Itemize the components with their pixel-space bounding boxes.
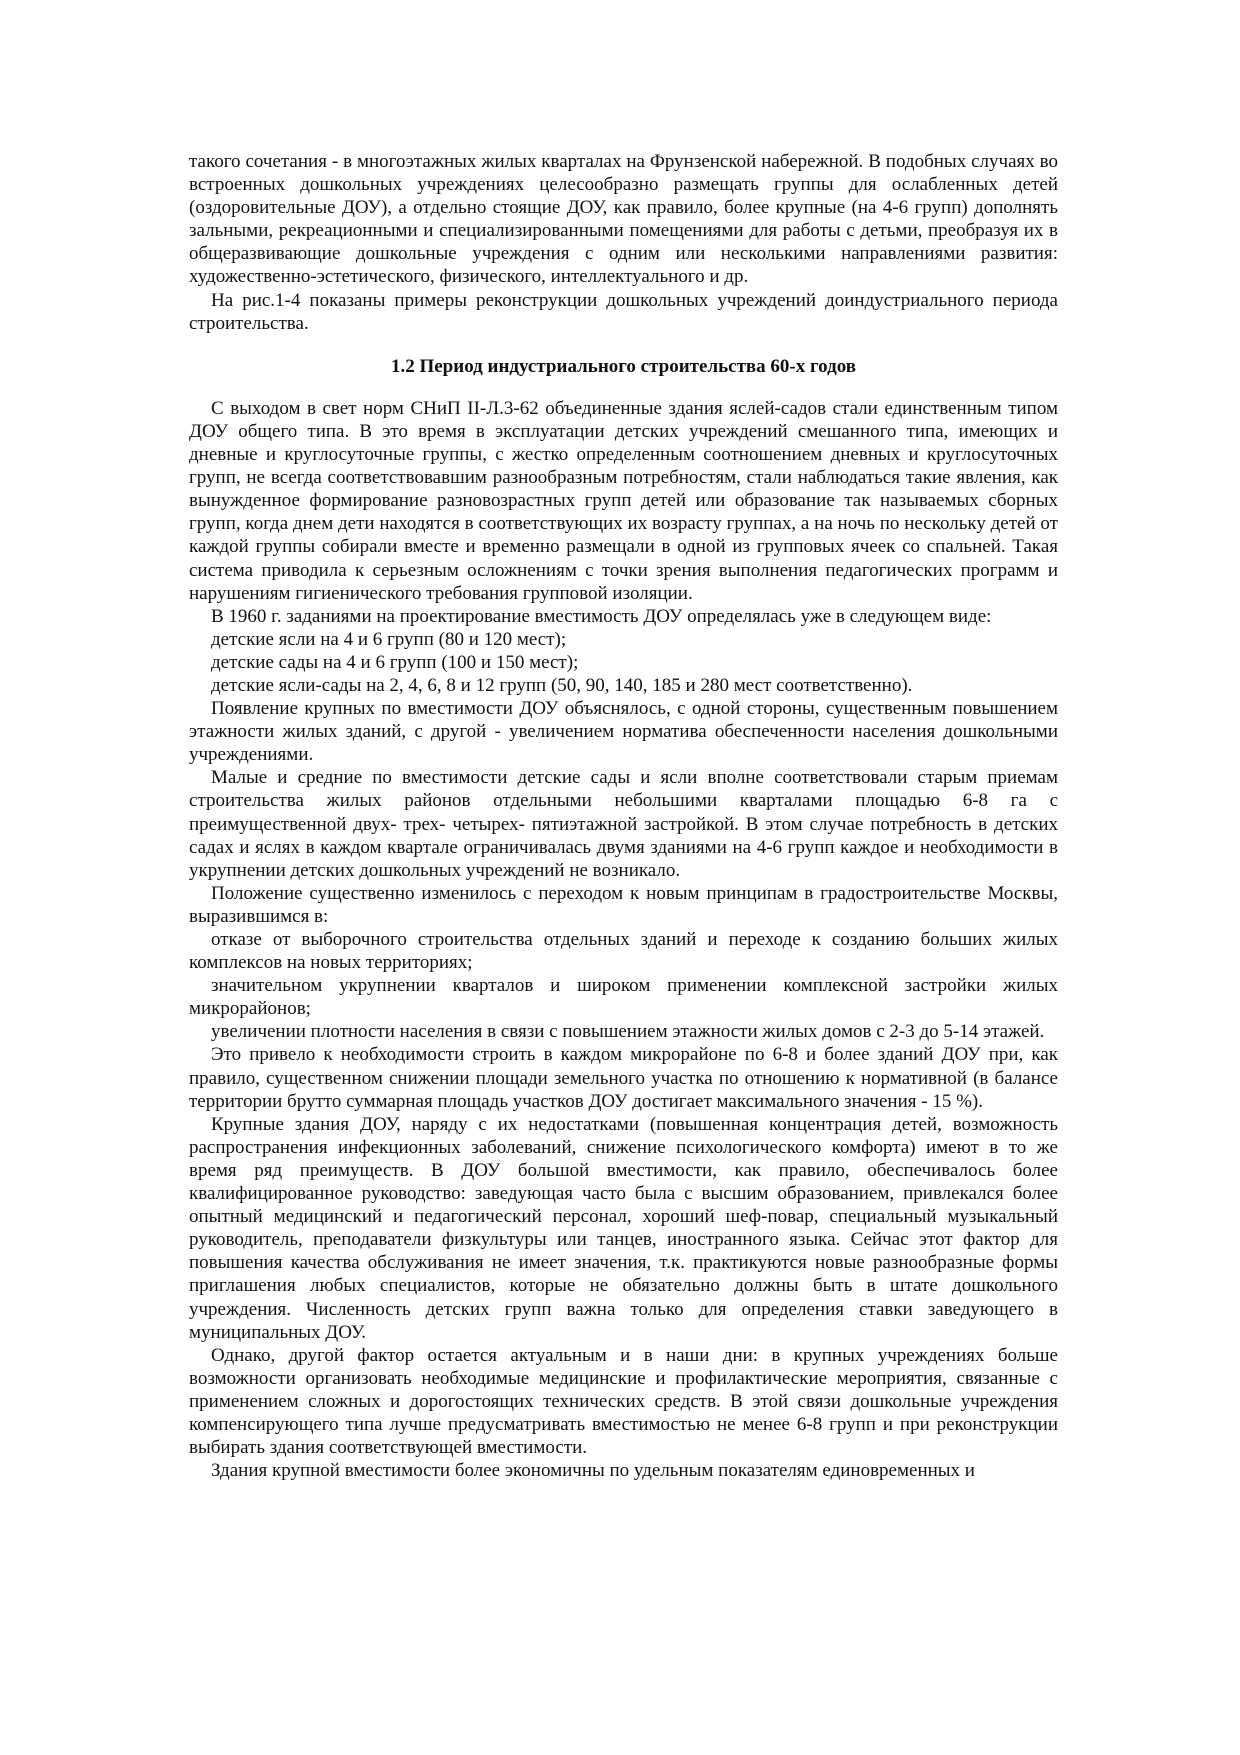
paragraph-moscow-principles: Положение существенно изменилось с переходом к новым принципам в градостроительстве Москвы, выразившимся в: (189, 882, 1058, 927)
paragraph-continuation: такого сочетания - в многоэтажных жилых кварталах на Фрунзенской набережной. В подобных случаях во встроенных дошкольных учреждениях целесообразно размещать группы для ослабленных детей (оздоровительные ДОУ), а отдельно стоящие ДОУ, как правило, более крупные (на 4-6 групп) дополнять зальными, рекреационными и специализированными помещениями для работы с детьми, преобразуя их в общеразвивающие дошкольные учреждения с одним или несколькими направлениями развития: художественно-эстетического, физического, интеллектуального и др. (189, 151, 1058, 288)
paragraph-small-medium: Малые и средние по вместимости детские сады и ясли вполне соответствовали старым приемам строительства жилых районов отдельными небольшими кварталами площадью 6-8 га с преимущественной двух- трех- четырех- пятиэтажной застройкой. В этом случае потребность в детских садах и яслях в каждом квартале ограничивалась двумя зданиями на 4-6 групп каждое и необходимости в укрупнении детских дошкольных учреждений не возникало. (189, 767, 1058, 881)
document-page (189, 150, 1058, 1482)
paragraph-snip-norms: С выходом в свет норм СНиП II-Л.3-62 объединенные здания яслей-садов стали единственным типом ДОУ общего типа. В это время в эксплуатации детских учреждений смешанного типа, имеющих и дневные и круглосуточные группы, с жестко определенным соотношением дневных и круглосуточных групп, не всегда соответствовавшим разнообразным потребностям, стали наблюдаться такие явления, как вынужденное формирование разновозрастных групп детей или образование так называемых сборных групп, когда днем дети находятся в соответствующих их возрасту группах, а на ночь по нескольку детей от каждой группы собирали вместе и временно размещали в одной из групповых ячеек со спальней. Такая система приводила к серьезным осложнениям с точки зрения выполнения педагогических программ и нарушениям гигиенического требования групповой изоляции. (189, 397, 1058, 604)
list-item-density: увеличении плотности населения в связи с повышением этажности жилых домов с 2-3 до 5-14 этажей. (211, 1021, 1045, 1043)
paragraph-1960-capacity: В 1960 г. заданиями на проектирование вместимость ДОУ определялась уже в следующем виде: (211, 605, 992, 627)
section-heading: 1.2 Период индустриального строительства 60-х годов (390, 355, 857, 377)
list-item-refusal: отказе от выборочного строительства отдельных зданий и переходе к созданию больших жилых комплексов на новых территориях; (189, 929, 1058, 974)
paragraph-figures-reference: На рис.1-4 показаны примеры реконструкции дошкольных учреждений доиндустриального периода строительства. (189, 289, 1058, 334)
list-item-enlargement: значительном укрупнении кварталов и широком применении комплексной застройки жилых микрорайонов; (189, 975, 1058, 1020)
list-item-kindergartens: детские сады на 4 и 6 групп (100 и 150 мест); (211, 651, 579, 673)
paragraph-economy: Здания крупной вместимости более экономичны по удельным показателям единовременных и (211, 1460, 975, 1482)
paragraph-large-buildings: Крупные здания ДОУ, наряду с их недостатками (повышенная концентрация детей, возможность распространения инфекционных заболеваний, снижение психологического комфорта) имеют в то же время ряд преимуществ. В ДОУ большой вместимости, как правило, обеспечивалось более квалифицированное руководство: заведующая часто была с высшим образованием, привлекался более опытный медицинский и педагогический персонал, хороший шеф-повар, специальный музыкальный руководитель, преподаватели физкультуры или танцев, иностранного языка. Сейчас этот фактор для повышения качества обслуживания не имеет значения, т.к. практикуются новые разнообразные формы приглашения любых специалистов, которые не обязательно должны быть в штате дошкольного учреждения. Численность детских групп важна только для определения ставки заведующего в муниципальных ДОУ. (189, 1113, 1058, 1343)
list-item-nurseries: детские ясли на 4 и 6 групп (80 и 120 мест); (211, 628, 567, 650)
paragraph-large-capacity-reason: Появление крупных по вместимости ДОУ объяснялось, с одной стороны, существенным повышением этажности жилых зданий, с другой - увеличением норматива обеспеченности населения дошкольными учреждениями. (189, 698, 1058, 766)
list-item-nursery-kindergartens: детские ясли-сады на 2, 4, 6, 8 и 12 групп (50, 90, 140, 185 и 280 мест соответственно). (211, 674, 913, 696)
paragraph-necessity: Это привело к необходимости строить в каждом микрорайоне по 6-8 и более зданий ДОУ при, как правило, существенном снижении площади земельного участка по отношению к нормативной (в балансе территории брутто суммарная площадь участков ДОУ достигает максимального значения - 15 %). (189, 1044, 1058, 1112)
paragraph-other-factor: Однако, другой фактор остается актуальным и в наши дни: в крупных учреждениях больше возможности организовать необходимые медицинские и профилактические мероприятия, связанные с применением сложных и дорогостоящих технических средств. В этой связи дошкольные учреждения компенсирующего типа лучше предусматривать вместимостью не менее 6-8 групп и при реконструкции выбирать здания соответствующей вместимости. (189, 1344, 1058, 1459)
